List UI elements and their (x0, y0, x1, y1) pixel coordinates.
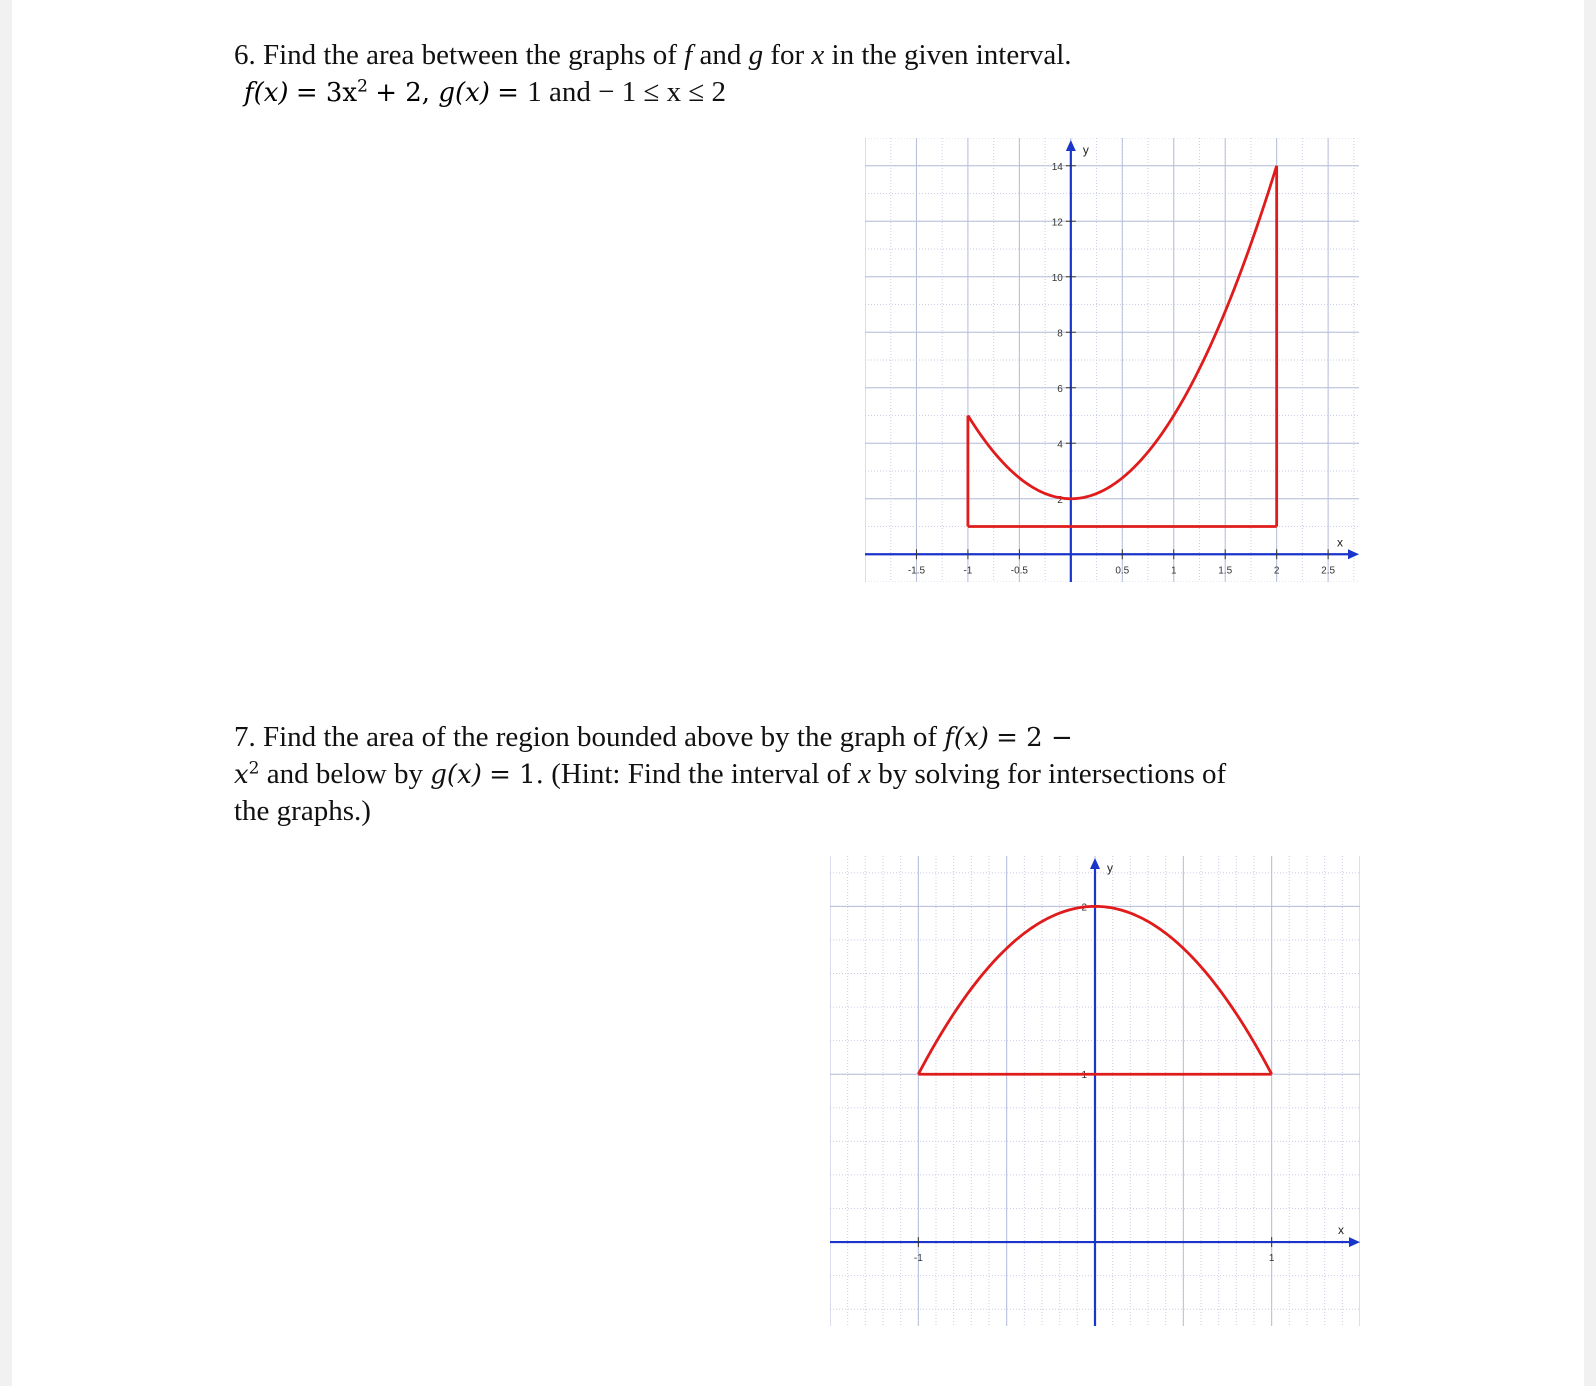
x-tick-label: -1 (913, 1253, 923, 1265)
x-tick-label: 0.5 (1115, 565, 1130, 577)
x-tick-label: 1 (1268, 1253, 1275, 1265)
y-tick-label: 8 (1057, 328, 1063, 340)
x-tick-label: 1.5 (1218, 565, 1233, 577)
x-tick-label: -0.5 (1010, 565, 1028, 577)
problem-7-line-2: $x^2$ and below by g(x) = 1. (Hint: Find the interval of x by solving for intersections of (234, 758, 1227, 790)
x-axis-arrow-icon (1349, 1237, 1360, 1247)
document-page (12, 0, 1584, 1386)
y-tick-label: 6 (1057, 383, 1063, 395)
y-tick-label: 14 (1051, 161, 1063, 173)
x-tick-label: -1 (963, 565, 973, 577)
x-tick-label: 1 (1170, 565, 1177, 577)
x-axis-arrow-icon (1348, 549, 1359, 559)
y-axis-arrow-icon (1066, 140, 1076, 151)
tick-labels (914, 861, 1344, 1264)
graph-problem-6 (865, 138, 1359, 582)
problem-6-statement: 6. Find the area between the graphs of f and g for x in the given interval. (234, 39, 1072, 71)
y-tick-label: 4 (1057, 439, 1063, 451)
x-tick-label: 2 (1273, 565, 1280, 577)
y-tick-label: 12 (1051, 217, 1063, 229)
problem-7-line-1: 7. Find the area of the region bounded above by the graph of f(x) = 2 − (234, 721, 1073, 753)
y-axis-label: y (1082, 143, 1089, 157)
axes (830, 858, 1360, 1326)
graph-problem-7 (830, 856, 1360, 1326)
y-axis-arrow-icon (1090, 858, 1100, 869)
grid (865, 138, 1359, 582)
problem-6-formula: $f(x) = 3x^2 + 2$, g(x) = 1 and − 1 ≤ x ≤ 2 (244, 76, 727, 108)
y-tick-label: 2 (1081, 902, 1087, 914)
y-tick-label: 2 (1057, 494, 1063, 506)
problem-7-line-3: the graphs.) (234, 795, 371, 827)
y-tick-label: 1 (1081, 1070, 1087, 1082)
problem-7-statement (234, 719, 1226, 829)
y-axis-label: y (1107, 861, 1113, 875)
x-axis-label: x (1338, 1223, 1344, 1238)
x-tick-label: -1.5 (907, 565, 926, 577)
x-axis-label: x (1337, 535, 1343, 550)
problem-number: 6. (234, 39, 256, 71)
y-tick-label: 10 (1051, 272, 1063, 284)
x-tick-label: 2.5 (1321, 565, 1336, 577)
axes (865, 140, 1359, 582)
